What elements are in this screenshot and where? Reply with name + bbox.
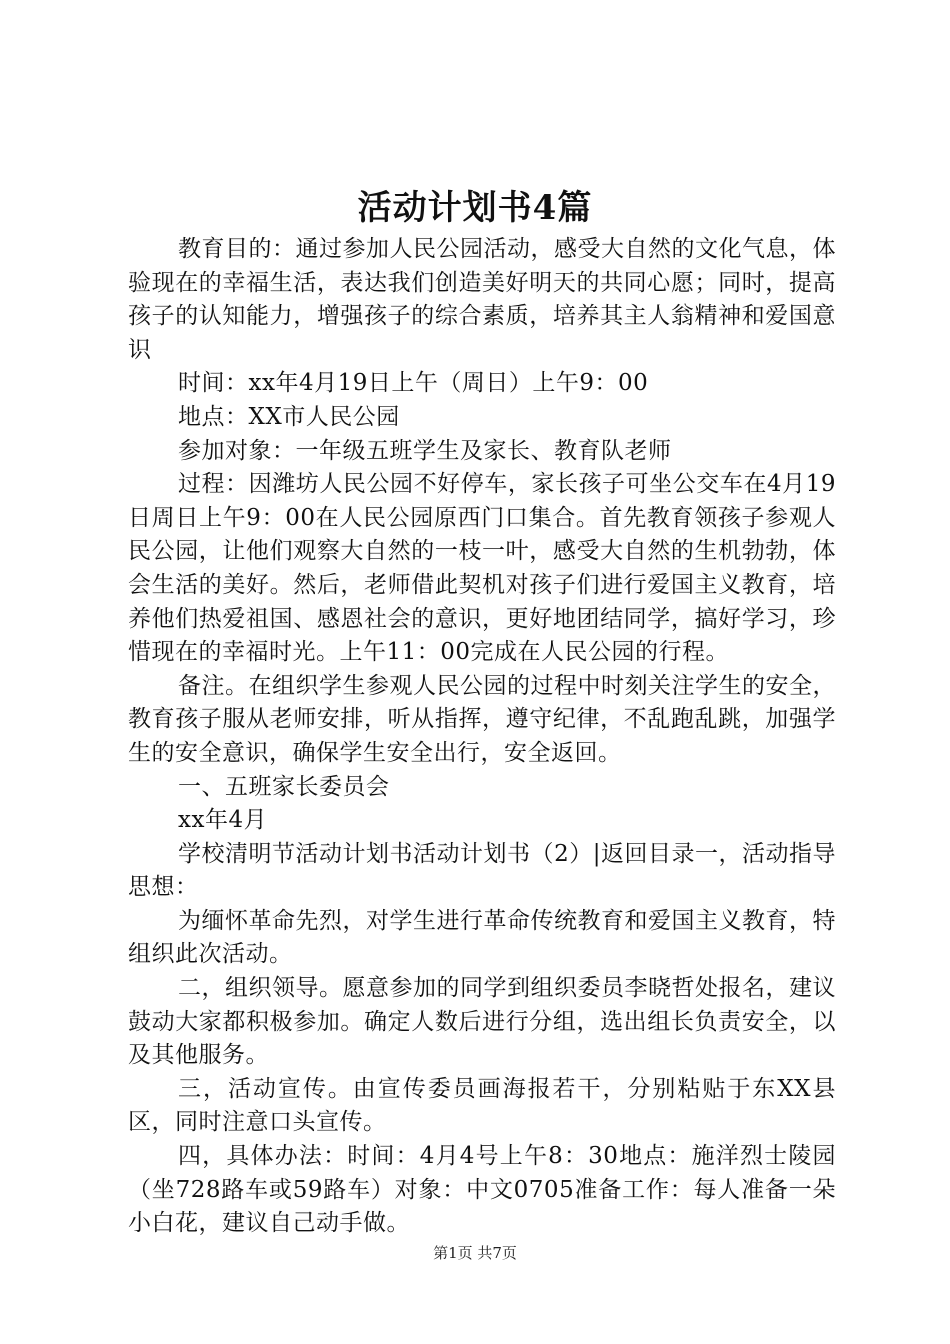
paragraph-participants: 参加对象：一年级五班学生及家长、教育队老师 [178,437,672,464]
paragraph-remarks: 备注。在组织学生参观人民公园的过程中时刻关注学生的安全，教育孩子服从老师安排，听从指挥，遵守纪律，不乱跑乱跳，加强学生的安全意识，确保学生安全出行，安全返回。 [128,672,836,766]
paragraph-location: 地点：XX市人民公园 [178,403,400,430]
paragraph-plan-2-heading: 学校清明节活动计划书活动计划书（2）|返回目录一，活动指导思想： [128,840,836,901]
paragraph-purpose: 教育目的：通过参加人民公园活动，感受大自然的文化气息，体验现在的幸福生活，表达我们创造美好明天的共同心愿；同时，提高孩子的认知能力，增强孩子的综合素质，培养其主人翁精神和爱国意识 [128,236,836,363]
paragraph-organization: 二，组织领导。愿意参加的同学到组织委员李晓哲处报名，建议鼓动大家都积极参加。确定人数后进行分组，选出组长负责安全，以及其他服务。 [128,975,836,1069]
paragraph-methods: 四，具体办法：时间：4月4号上午8：30地点：施洋烈士陵园（坐728路车或59路车）对象：中文0705准备工作：每人准备一朵小白花，建议自己动手做。 [128,1143,836,1237]
paragraph-time: 时间：xx年4月19日上午（周日）上午9：00 [178,370,649,397]
paragraph-publicity: 三，活动宣传。由宣传委员画海报若干，分别粘贴于东XX县区，同时注意口头宣传。 [128,1075,836,1136]
paragraph-guiding-idea: 为缅怀革命先烈，对学生进行革命传统教育和爱国主义教育，特组织此次活动。 [128,907,836,968]
paragraph-process: 过程：因潍坊人民公园不好停车，家长孩子可坐公交车在4月19日周日上午9：00在人民公园原西门口集合。首先教育领孩子参观人民公园，让他们观察大自然的一枝一叶，感受大自然的生机勃勃，体会生活的美好。然后，老师借此契机对孩子们进行爱国主义教育，培养他们热爱祖国、感恩社会的意识，更好地团结同学，搞好学习，珍惜现在的幸福时光。上午11：00完成在人民公园的行程。 [128,471,836,666]
document-title: 活动计划书4篇 [357,188,593,228]
page-number: 第1页 共7页 [433,1244,517,1262]
paragraph-date: xx年4月 [178,807,268,834]
paragraph-signature: 一、五班家长委员会 [178,773,390,800]
document-body [128,233,836,1241]
